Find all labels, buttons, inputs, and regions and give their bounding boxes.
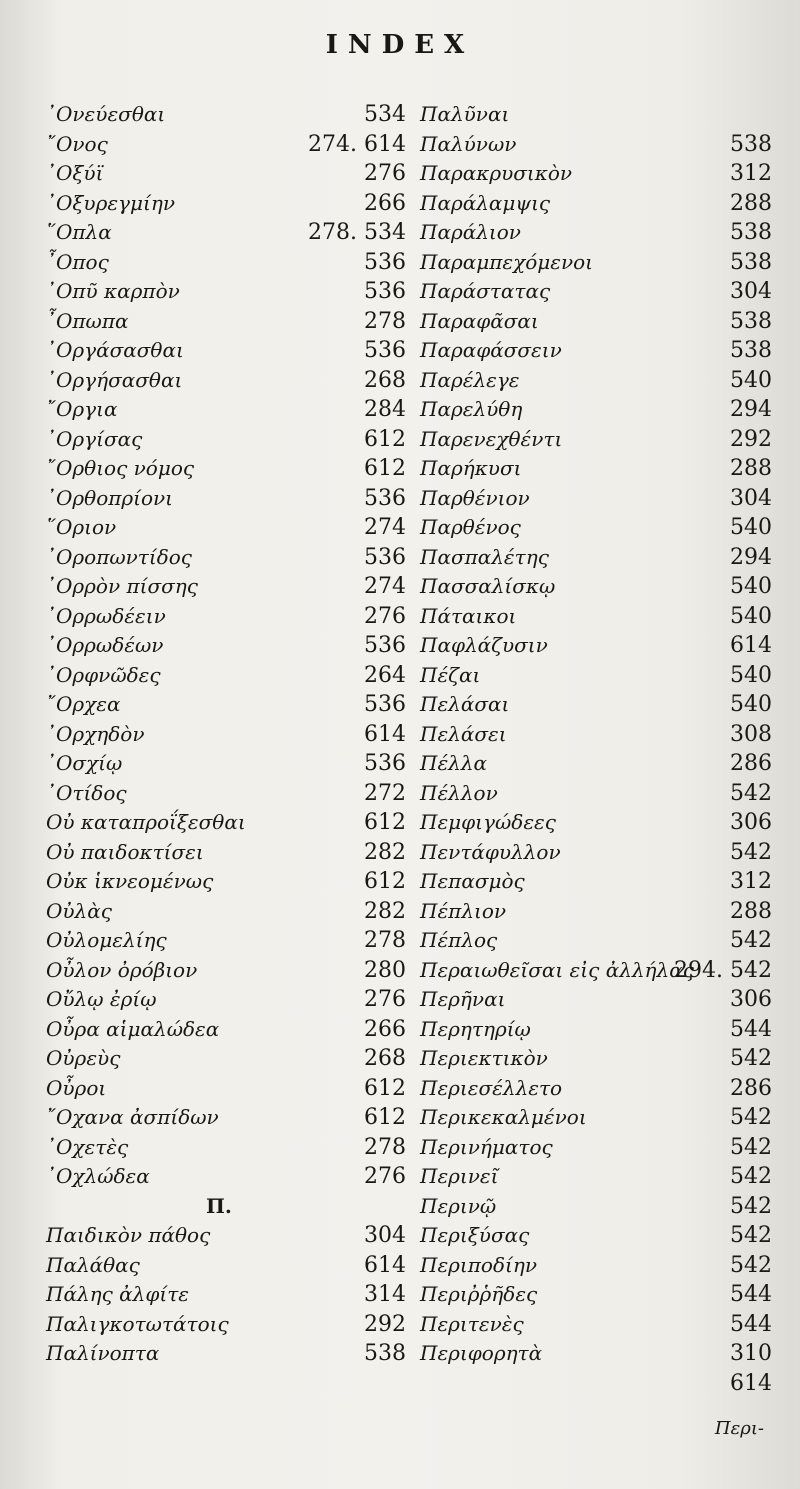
entry-term: Παρελύθη (420, 397, 523, 421)
entry-pages: 538 (730, 131, 772, 157)
entry-term: Οὖλον ὀρόβιον (46, 957, 198, 982)
index-entry (46, 897, 406, 927)
entry-pages: 286 (730, 751, 772, 776)
index-entry (420, 100, 772, 130)
entry-term: Παρθένος (420, 515, 521, 539)
section-heading (46, 1192, 406, 1222)
index-entry (420, 1044, 772, 1074)
entry-pages: 282 (364, 898, 406, 924)
entry-term: ᾿Ορρωδέων (46, 633, 164, 657)
index-entry (420, 248, 772, 278)
entry-pages: 540 (730, 692, 772, 717)
entry-pages: 306 (730, 987, 772, 1012)
entry-term: ῎Οχανα ἀσπίδων (46, 1105, 219, 1129)
entry-term: Παφλάζυσιν (420, 633, 548, 657)
entry-term: Παρενεχθέντι (420, 426, 563, 451)
entry-pages: 536 (364, 751, 406, 776)
entry-pages: 542 (730, 780, 772, 806)
entry-pages: 542 (730, 1223, 772, 1248)
entry-pages: 288 (730, 190, 772, 216)
index-entry (420, 779, 772, 809)
entry-pages: 292 (364, 1311, 406, 1337)
entry-term: Περιξύσας (420, 1223, 530, 1247)
index-entry (420, 1339, 772, 1369)
entry-term: Π. (206, 1193, 232, 1218)
right-index-column (420, 100, 772, 1398)
entry-pages: 542 (730, 1252, 772, 1278)
index-entry (420, 336, 772, 366)
entry-pages: 540 (730, 367, 772, 393)
index-entry (46, 720, 406, 750)
left-index-column (46, 100, 406, 1369)
entry-pages: 286 (730, 1075, 772, 1101)
index-entry (420, 572, 772, 602)
entry-term: Περινήματος (420, 1134, 553, 1159)
entry-pages: 612 (364, 869, 406, 894)
index-entry (420, 1103, 772, 1133)
entry-pages: 306 (730, 810, 772, 835)
entry-pages: 264 (364, 662, 406, 688)
entry-pages: 614 (364, 721, 406, 747)
index-entry (46, 159, 406, 189)
entry-pages: 280 (364, 957, 406, 983)
entry-term: Οὖρα αἱμαλώδεα (46, 1016, 220, 1041)
index-entry (46, 1339, 406, 1369)
entry-term: Παιδικὸν πάθος (46, 1223, 211, 1247)
index-entry (46, 779, 406, 809)
entry-term: Περιφορητὰ (420, 1341, 543, 1365)
entry-pages: 274 (364, 515, 406, 540)
index-entry (46, 484, 406, 514)
entry-pages: 276 (364, 987, 406, 1012)
index-entry (420, 926, 772, 956)
index-entry (46, 336, 406, 366)
entry-term: ᾿Ορρὸν πίσσης (46, 574, 198, 598)
entry-pages: 278 (364, 1134, 406, 1160)
page-header: INDEX (325, 30, 475, 60)
index-entry (420, 1074, 772, 1104)
entry-term: ῞Οπλα (46, 220, 112, 244)
index-entry (420, 513, 772, 543)
entry-term: ᾿Ορρωδέειν (46, 603, 166, 628)
entry-pages: 612 (364, 1105, 406, 1130)
index-entry (46, 838, 406, 868)
entry-pages: 544 (730, 1282, 772, 1307)
entry-term: Πάλης ἀλφίτε (46, 1282, 189, 1306)
entry-pages: 538 (730, 308, 772, 334)
entry-pages: 540 (730, 515, 772, 540)
index-entry (420, 130, 772, 160)
entry-term: Παλύνων (420, 131, 517, 156)
index-entry (46, 690, 406, 720)
entry-term: Παραμπεχόμενοι (420, 249, 594, 274)
entry-term: Περιεσέλλετο (420, 1075, 563, 1100)
entry-term: Παλιγκοτωτάτοις (46, 1311, 229, 1336)
entry-term: Περῆναι (420, 987, 506, 1011)
index-entry (420, 956, 772, 986)
entry-pages: 304 (364, 1223, 406, 1248)
entry-pages: 614 (364, 1252, 406, 1278)
index-entry (46, 218, 406, 248)
entry-term: ῏Οπωπα (46, 308, 129, 333)
entry-pages: 544 (730, 1016, 772, 1042)
entry-pages: 304 (730, 279, 772, 304)
index-entry (46, 631, 406, 661)
entry-pages: 276 (364, 161, 406, 186)
index-entry (46, 1310, 406, 1340)
index-entry (420, 277, 772, 307)
entry-pages: 542 (730, 1105, 772, 1130)
entry-pages: 278 (364, 928, 406, 953)
index-entry (46, 661, 406, 691)
entry-pages: 310 (730, 1341, 772, 1366)
entry-pages: 536 (364, 692, 406, 717)
entry-term: ᾿Οτίδος (46, 780, 127, 805)
index-entry (46, 1251, 406, 1281)
index-entry (420, 366, 772, 396)
index-entry (420, 1251, 772, 1281)
index-entry (420, 690, 772, 720)
entry-term: Περικεκαλμένοι (420, 1105, 587, 1129)
index-entry (420, 1221, 772, 1251)
entry-pages: 536 (364, 544, 406, 570)
entry-term: ᾿Ορχηδὸν (46, 721, 145, 746)
index-entry (46, 808, 406, 838)
entry-term: Οὐ παιδοκτίσει (46, 839, 204, 864)
index-entry (46, 1074, 406, 1104)
index-entry (420, 1280, 772, 1310)
entry-pages: 268 (364, 1046, 406, 1071)
entry-term: Οὐλὰς (46, 898, 112, 923)
entry-pages: 312 (730, 869, 772, 894)
entry-term: ᾿Οχετὲς (46, 1134, 129, 1159)
entry-term: Πέπλος (420, 928, 498, 952)
index-entry (420, 602, 772, 632)
index-entry (420, 425, 772, 455)
entry-term: ῎Ονος (46, 131, 108, 156)
index-entry (46, 985, 406, 1015)
entry-term: Περητηρίῳ (420, 1016, 531, 1041)
index-entry (46, 1015, 406, 1045)
index-entry (420, 159, 772, 189)
entry-pages: 288 (730, 898, 772, 924)
entry-term: Πελάσει (420, 721, 507, 746)
entry-pages: 536 (364, 249, 406, 275)
entry-term: Περιῤῥῆδες (420, 1282, 538, 1306)
entry-term: Παρέλεγε (420, 367, 520, 392)
entry-term: ᾿Οσχίῳ (46, 751, 123, 775)
entry-term: Περινῷ (420, 1193, 497, 1218)
entry-term: Παλίνοπτα (46, 1341, 160, 1365)
entry-term: ᾿Οροπωντίδος (46, 544, 192, 569)
index-entry (46, 513, 406, 543)
entry-term: Παράλιον (420, 220, 521, 244)
index-entry (46, 602, 406, 632)
catchword: Περι- (714, 1418, 764, 1439)
entry-pages: 276 (364, 603, 406, 629)
index-entry (420, 897, 772, 927)
entry-pages: 538 (730, 220, 772, 245)
entry-term: Παρήκυσι (420, 456, 522, 480)
index-entry (46, 1133, 406, 1163)
entry-pages: 542 (730, 839, 772, 865)
index-entry (46, 277, 406, 307)
entry-term: ᾿Οξύϊ (46, 161, 104, 185)
entry-pages: 312 (730, 161, 772, 186)
entry-pages: 542 (730, 928, 772, 953)
index-entry (46, 1280, 406, 1310)
entry-term: ᾿Οργάσασθαι (46, 338, 184, 362)
entry-pages: 612 (364, 1075, 406, 1101)
entry-term: ῎Οργια (46, 397, 118, 421)
index-entry (420, 720, 772, 750)
entry-term: ῞Οριον (46, 515, 117, 539)
entry-pages: 612 (364, 426, 406, 452)
entry-pages: 536 (364, 338, 406, 363)
entry-term: Παρακρυσικὸν (420, 161, 573, 185)
entry-pages: 268 (364, 367, 406, 393)
entry-term: Οὐλομελίης (46, 928, 167, 952)
entry-pages: 538 (730, 249, 772, 275)
entry-pages: 538 (730, 338, 772, 363)
entry-term: Οὐρεὺς (46, 1046, 121, 1070)
entry-term: ᾿Οξυρεγμίην (46, 190, 175, 215)
entry-term: Παράστατας (420, 279, 551, 303)
entry-pages: 278. 534 (308, 220, 406, 245)
index-entry (420, 661, 772, 691)
index-entry (420, 1192, 772, 1222)
index-entry (46, 1044, 406, 1074)
entry-pages: 272 (364, 780, 406, 806)
entry-pages: 612 (364, 810, 406, 835)
entry-term: Πέπλιον (420, 898, 507, 923)
entry-pages: 276 (364, 1164, 406, 1189)
index-entry (420, 808, 772, 838)
index-entry (46, 366, 406, 396)
index-entry (46, 543, 406, 573)
entry-term: ᾿Ορφνῶδες (46, 662, 161, 687)
entry-pages: 274. 614 (308, 131, 406, 157)
entry-term: ᾿Οπῦ καρπὸν (46, 279, 180, 303)
index-entry (420, 543, 772, 573)
index-entry (420, 838, 772, 868)
index-entry (46, 749, 406, 779)
entry-pages: 536 (364, 633, 406, 658)
entry-pages: 542 (730, 1164, 772, 1189)
index-entry-trailing-page (420, 1369, 772, 1399)
index-entry (46, 1221, 406, 1251)
entry-term: Πελάσαι (420, 692, 510, 716)
index-entry (46, 425, 406, 455)
index-entry (420, 307, 772, 337)
entry-term: ῏Οπος (46, 249, 109, 274)
entry-pages: 536 (364, 485, 406, 511)
entry-term: Πέλλα (420, 751, 488, 775)
index-entry (420, 1015, 772, 1045)
entry-term: Πεπασμὸς (420, 869, 525, 893)
index-entry (420, 395, 772, 425)
entry-term: Περιποδίην (420, 1252, 537, 1277)
entry-pages: 282 (364, 839, 406, 865)
entry-term: Περιτενὲς (420, 1311, 524, 1336)
index-entry (420, 189, 772, 219)
entry-term: Περινεῖ (420, 1164, 499, 1188)
entry-pages: 308 (730, 721, 772, 747)
entry-term: Πέζαι (420, 662, 481, 687)
entry-pages: 288 (730, 456, 772, 481)
index-entry (46, 867, 406, 897)
entry-term: Περιεκτικὸν (420, 1046, 548, 1070)
entry-pages: 540 (730, 574, 772, 599)
index-entry (46, 1103, 406, 1133)
index-entry (46, 454, 406, 484)
entry-term: Παράλαμψις (420, 190, 551, 215)
entry-term: ᾿Οχλώδεα (46, 1164, 150, 1188)
entry-pages: 542 (730, 1046, 772, 1071)
entry-term: Οὐκ ἱκνεομένως (46, 869, 214, 893)
entry-term: ῎Ορχεα (46, 692, 121, 716)
entry-term: Πάταικοι (420, 603, 517, 628)
entry-term: Παλάθας (46, 1252, 140, 1277)
entry-term: Οὔλῳ ἐρίῳ (46, 987, 157, 1011)
index-entry (46, 189, 406, 219)
index-entry (46, 248, 406, 278)
entry-pages: 266 (364, 190, 406, 216)
index-entry (46, 395, 406, 425)
index-entry (420, 218, 772, 248)
index-entry (420, 749, 772, 779)
entry-pages: 314 (364, 1282, 406, 1307)
entry-term: ᾿Οργίσας (46, 426, 143, 451)
index-entry (46, 1162, 406, 1192)
entry-term: ῎Ορθιος νόμος (46, 456, 195, 480)
entry-pages: 612 (364, 456, 406, 481)
entry-term: ᾿Οργήσασθαι (46, 367, 183, 392)
index-entry (46, 100, 406, 130)
entry-pages: 274 (364, 574, 406, 599)
entry-pages: 542 (730, 1193, 772, 1219)
entry-term: Παραφᾶσαι (420, 308, 539, 333)
index-entry (46, 307, 406, 337)
entry-term: Πεντάφυλλον (420, 839, 561, 864)
entry-term: Πασπαλέτης (420, 544, 549, 569)
entry-pages: 542 (730, 1134, 772, 1160)
entry-pages: 534 (364, 102, 406, 127)
entry-term: Πεμφιγώδεες (420, 810, 556, 834)
entry-pages: 538 (364, 1341, 406, 1366)
entry-term: Περαιωθεῖσαι εἰς ἀλλήλας (420, 957, 694, 982)
index-entry (46, 956, 406, 986)
index-entry (420, 454, 772, 484)
entry-pages: 540 (730, 662, 772, 688)
entry-pages: 294 (730, 397, 772, 422)
index-entry (420, 484, 772, 514)
entry-term: Παρθένιον (420, 485, 530, 510)
index-entry (46, 926, 406, 956)
index-entry (420, 867, 772, 897)
entry-term: Πέλλον (420, 780, 498, 805)
entry-pages: 278 (364, 308, 406, 334)
entry-pages: 544 (730, 1311, 772, 1337)
entry-term: Οὖροι (46, 1075, 107, 1100)
index-entry (46, 130, 406, 160)
entry-pages: 614 (730, 633, 772, 658)
index-entry (420, 1310, 772, 1340)
entry-pages: 292 (730, 426, 772, 452)
entry-term: Παραφάσσειν (420, 338, 562, 362)
entry-term: ᾿Ονεύεσθαι (46, 102, 166, 126)
index-entry (420, 631, 772, 661)
entry-term: Οὐ καταπροΐξεσθαι (46, 810, 246, 834)
index-entry (420, 1162, 772, 1192)
entry-pages: 294 (730, 544, 772, 570)
entry-pages: 304 (730, 485, 772, 511)
index-entry (420, 985, 772, 1015)
entry-term: ᾿Ορθοπρίονι (46, 485, 174, 510)
entry-pages: 536 (364, 279, 406, 304)
index-entry (46, 572, 406, 602)
entry-pages: 266 (364, 1016, 406, 1042)
entry-pages: 614 (730, 1370, 772, 1396)
entry-pages: 294. 542 (674, 957, 772, 983)
entry-pages: 540 (730, 603, 772, 629)
entry-term: Πασσαλίσκῳ (420, 574, 556, 598)
entry-term: Παλῦναι (420, 102, 510, 126)
index-entry (420, 1133, 772, 1163)
entry-pages: 284 (364, 397, 406, 422)
